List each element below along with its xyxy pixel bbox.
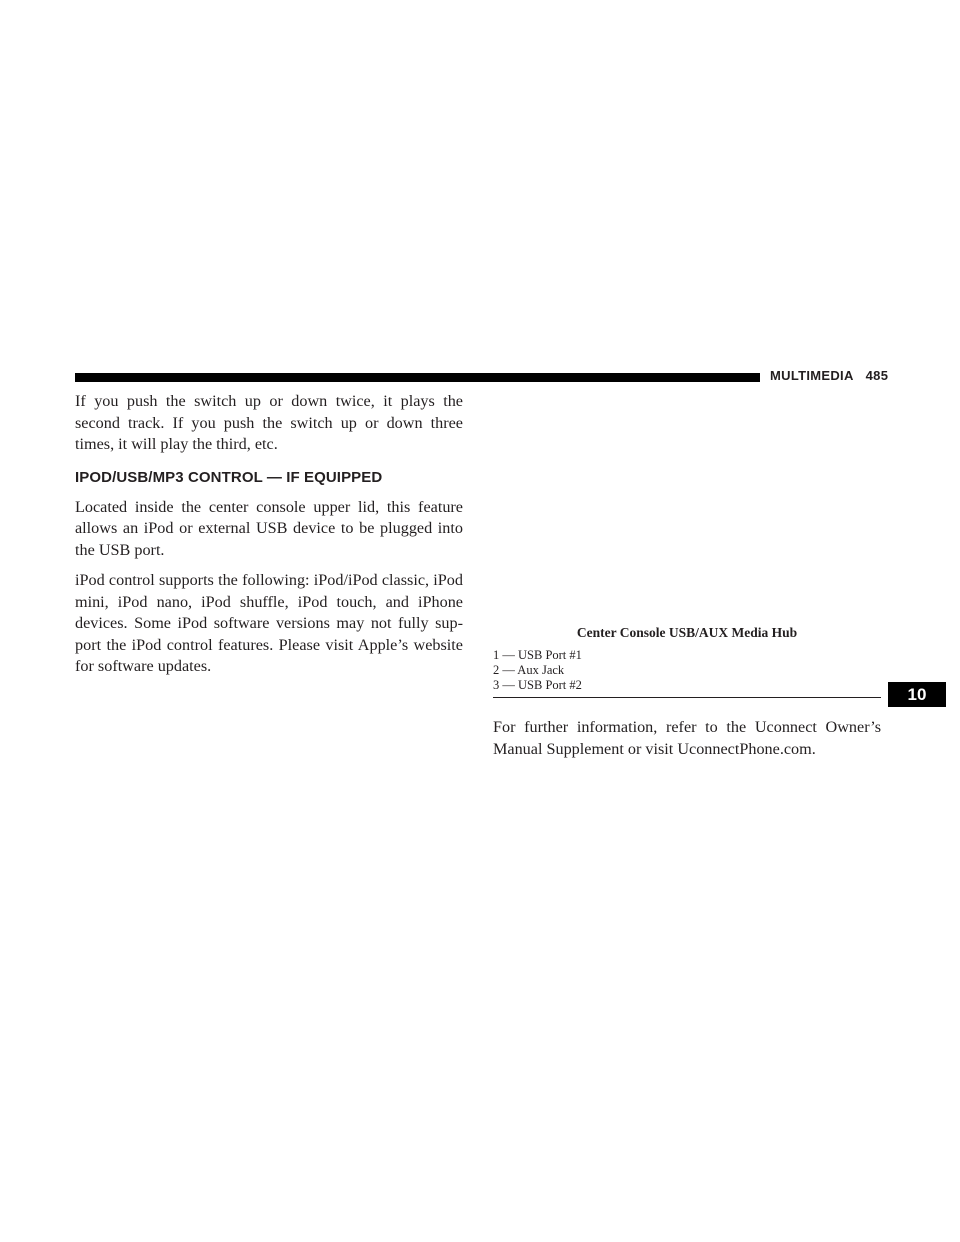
header-rule [75,373,760,382]
chapter-tab: 10 [888,682,946,707]
legend-item: 3 — USB Port #2 [493,678,582,692]
running-header [770,368,888,386]
legend-item: 2 — Aux Jack [493,663,565,677]
section-heading: IPOD/USB/MP3 CONTROL — IF EQUIPPED [75,468,383,486]
paragraph-switch-tracks: If you push the switch up or down twice, it plays the second track. If you push the switch up or down three times, it will play the third, etc. [75,392,463,453]
paragraph-further-info: For further information, refer to the Uconnect Owner’s Manual Supplement or visit UconnectPhone.com. [493,718,881,758]
figure-image-area [493,395,881,617]
figure-caption: Center Console USB/AUX Media Hub [576,625,798,640]
right-column [493,717,881,769]
legend-item: 1 — USB Port #1 [493,648,582,662]
paragraph-usb-location: Located inside the center console upper lid, this feature allows an iPod or external USB device to be plugged into the USB port. [75,497,463,559]
left-column [75,391,463,687]
section-title: MULTIMEDIA [770,368,854,383]
page-number: 485 [865,368,889,383]
legend-divider [493,697,881,698]
paragraph-ipod-support: iPod control supports the following: iPod/iPod classic, iPod mini, iPod nano, iPod shuffle, iPod touch, and iPhone devices. Some iPod software versions may not fully sup-port the iPod control features. Please visit Apple’s website for software updates. [75,571,463,675]
figure-legend [493,648,881,693]
